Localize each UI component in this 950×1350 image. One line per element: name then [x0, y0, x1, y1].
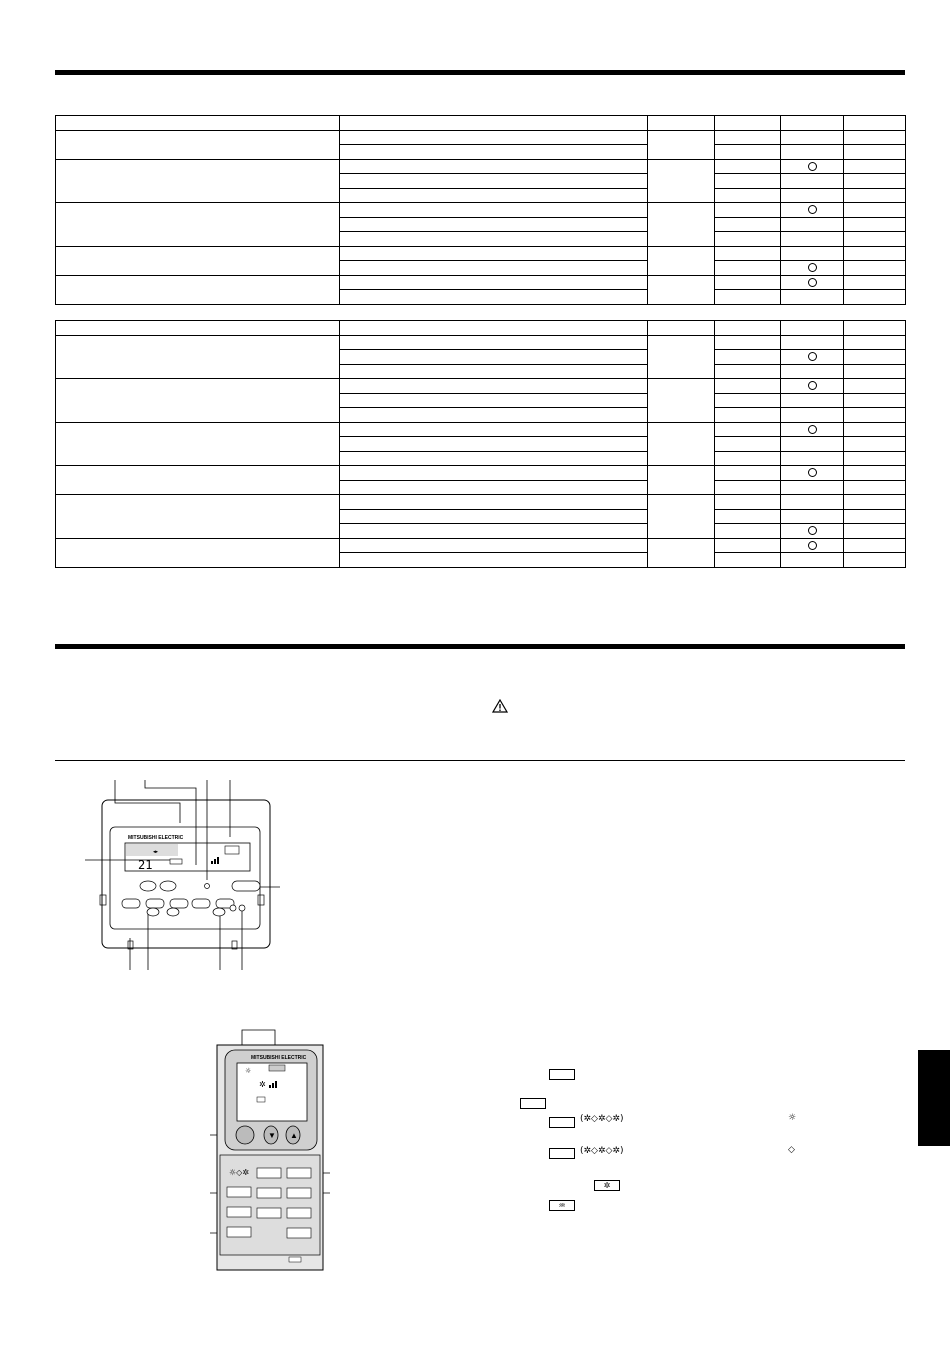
svg-text:▲: ▲: [290, 1131, 298, 1140]
setting-cell: [340, 437, 648, 452]
setting-cell: [340, 217, 648, 232]
table-row: [56, 335, 906, 350]
instruction-button-4: [549, 1148, 575, 1159]
setting-no-cell: [715, 379, 781, 394]
setting-cell: [340, 188, 648, 203]
setting-cell: [340, 538, 648, 553]
setting-no-cell: [715, 261, 781, 276]
initial-setting-circle-icon: [808, 263, 817, 272]
check-cell: [844, 261, 906, 276]
initial-setting-circle-icon: [808, 352, 817, 361]
display-digits: 21: [138, 858, 153, 872]
header-cell: [844, 116, 906, 131]
check-cell: [844, 553, 906, 568]
setting-no-cell: [715, 524, 781, 539]
initial-setting-cell: [781, 422, 844, 437]
sun-icon: ☼: [245, 1067, 252, 1075]
check-cell: [844, 480, 906, 495]
setting-cell: [340, 335, 648, 350]
table-row: [56, 159, 906, 174]
check-cell: [844, 130, 906, 145]
mode-no-cell: [648, 130, 715, 159]
initial-setting-cell: [781, 408, 844, 423]
initial-setting-circle-icon: [808, 425, 817, 434]
initial-setting-cell: [781, 524, 844, 539]
setting-cell: [340, 246, 648, 261]
initial-setting-circle-icon: [808, 278, 817, 287]
settings-table-1: [55, 115, 906, 305]
initial-setting-circle-icon: [808, 205, 817, 214]
check-cell: [844, 364, 906, 379]
setting-no-cell: [715, 393, 781, 408]
function-cell: [56, 246, 340, 275]
table-row: [56, 275, 906, 290]
initial-setting-circle-icon: [808, 162, 817, 171]
setting-cell: [340, 350, 648, 365]
svg-text:▼: ▼: [268, 1131, 276, 1140]
wired-remote-diagram: [80, 775, 295, 975]
initial-setting-cell: [781, 379, 844, 394]
initial-setting-cell: [781, 145, 844, 160]
initial-setting-circle-icon: [808, 468, 817, 477]
initial-setting-circle-icon: [808, 541, 817, 550]
setting-no-cell: [715, 145, 781, 160]
function-cell: [56, 130, 340, 159]
setting-no-cell: [715, 437, 781, 452]
initial-setting-cell: [781, 350, 844, 365]
fan-icon: ✲: [259, 1080, 266, 1089]
setting-cell: [340, 232, 648, 247]
setting-cell: [340, 275, 648, 290]
fan-speed-button: ✲: [594, 1180, 620, 1191]
wireless-remote-brand: MITSUBISHI ELECTRIC: [251, 1055, 307, 1061]
setting-no-cell: [715, 364, 781, 379]
setting-no-cell: [715, 188, 781, 203]
initial-setting-cell: [781, 509, 844, 524]
initial-setting-cell: [781, 393, 844, 408]
setting-no-cell: [715, 246, 781, 261]
initial-setting-cell: [781, 335, 844, 350]
mode-sequence-2: (✲◇✲◇✲): [580, 1146, 624, 1156]
mode-no-cell: [648, 246, 715, 275]
function-cell: [56, 275, 340, 304]
check-cell: [844, 509, 906, 524]
setting-no-cell: [715, 480, 781, 495]
header-cell: [648, 116, 715, 131]
svg-text:☼◇✲: ☼◇✲: [229, 1168, 250, 1177]
table-row: [56, 466, 906, 481]
function-cell: [56, 538, 340, 567]
function-cell: [56, 159, 340, 203]
setting-no-cell: [715, 174, 781, 189]
setting-cell: [340, 130, 648, 145]
header-cell: [340, 321, 648, 336]
setting-cell: [340, 364, 648, 379]
warning-triangle-icon: [492, 699, 508, 713]
side-tab: [918, 1050, 950, 1146]
check-cell: [844, 174, 906, 189]
check-cell: [844, 379, 906, 394]
header-cell: [648, 321, 715, 336]
table-row: [56, 495, 906, 510]
drop-icon: ◇: [788, 1145, 795, 1155]
check-cell: [844, 188, 906, 203]
initial-setting-cell: [781, 203, 844, 218]
initial-setting-cell: [781, 364, 844, 379]
function-cell: [56, 495, 340, 539]
initial-setting-circle-icon: [808, 381, 817, 390]
check-cell: [844, 275, 906, 290]
setting-cell: [340, 451, 648, 466]
initial-setting-cell: [781, 217, 844, 232]
initial-setting-cell: [781, 246, 844, 261]
header-cell: [844, 321, 906, 336]
initial-setting-cell: [781, 538, 844, 553]
setting-cell: [340, 261, 648, 276]
setting-cell: [340, 408, 648, 423]
check-cell: [844, 422, 906, 437]
check-cell: [844, 217, 906, 232]
initial-setting-cell: [781, 174, 844, 189]
check-cell: [844, 408, 906, 423]
check-cell: [844, 350, 906, 365]
section1-rule: [55, 70, 905, 75]
function-cell: [56, 466, 340, 495]
initial-setting-cell: [781, 495, 844, 510]
initial-setting-cell: [781, 437, 844, 452]
mode-no-cell: [648, 495, 715, 539]
table-row: [56, 379, 906, 394]
check-cell: [844, 290, 906, 305]
setting-no-cell: [715, 217, 781, 232]
setting-no-cell: [715, 290, 781, 305]
check-cell: [844, 246, 906, 261]
check-cell: [844, 466, 906, 481]
initial-setting-cell: [781, 188, 844, 203]
section-divider: [55, 760, 905, 761]
table-row: [56, 538, 906, 553]
check-cell: [844, 145, 906, 160]
mode-sequence-1: (✲◇✲◇✲): [580, 1114, 624, 1124]
setting-cell: [340, 379, 648, 394]
mode-no-cell: [648, 379, 715, 423]
setting-no-cell: [715, 335, 781, 350]
initial-setting-cell: [781, 261, 844, 276]
initial-setting-cell: [781, 466, 844, 481]
vane-button: ♒: [549, 1200, 575, 1211]
initial-setting-cell: [781, 451, 844, 466]
setting-cell: [340, 495, 648, 510]
setting-no-cell: [715, 130, 781, 145]
check-cell: [844, 203, 906, 218]
initial-setting-cell: [781, 290, 844, 305]
setting-no-cell: [715, 509, 781, 524]
check-cell: [844, 393, 906, 408]
setting-no-cell: [715, 275, 781, 290]
mode-no-cell: [648, 203, 715, 247]
header-cell: [715, 116, 781, 131]
initial-setting-cell: [781, 275, 844, 290]
mode-no-cell: [648, 538, 715, 567]
setting-cell: [340, 393, 648, 408]
settings-table-2: [55, 320, 906, 568]
setting-no-cell: [715, 159, 781, 174]
setting-cell: [340, 159, 648, 174]
table-header-row: [56, 116, 906, 131]
check-cell: [844, 159, 906, 174]
header-cell: [715, 321, 781, 336]
instruction-button-3: [549, 1117, 575, 1128]
setting-no-cell: [715, 408, 781, 423]
function-cell: [56, 335, 340, 379]
setting-cell: [340, 524, 648, 539]
setting-no-cell: [715, 350, 781, 365]
mode-no-cell: [648, 159, 715, 203]
check-cell: [844, 538, 906, 553]
initial-setting-cell: [781, 232, 844, 247]
check-cell: [844, 524, 906, 539]
setting-no-cell: [715, 553, 781, 568]
instruction-button-1: [549, 1069, 575, 1080]
setting-cell: [340, 203, 648, 218]
instruction-button-2: [520, 1098, 546, 1109]
function-cell: [56, 379, 340, 423]
setting-no-cell: [715, 203, 781, 218]
setting-no-cell: [715, 538, 781, 553]
table-row: [56, 203, 906, 218]
initial-setting-cell: [781, 480, 844, 495]
setting-cell: [340, 174, 648, 189]
setting-cell: [340, 290, 648, 305]
check-cell: [844, 495, 906, 510]
check-cell: [844, 437, 906, 452]
section2-rule: [55, 644, 905, 649]
setting-cell: [340, 466, 648, 481]
setting-no-cell: [715, 466, 781, 481]
setting-cell: [340, 553, 648, 568]
header-cell: [56, 116, 340, 131]
setting-cell: [340, 422, 648, 437]
mode-no-cell: [648, 422, 715, 466]
check-cell: [844, 335, 906, 350]
check-cell: [844, 232, 906, 247]
mode-no-cell: [648, 466, 715, 495]
function-cell: [56, 203, 340, 247]
header-cell: [781, 321, 844, 336]
function-cell: [56, 422, 340, 466]
initial-setting-circle-icon: [808, 526, 817, 535]
setting-cell: [340, 145, 648, 160]
table-row: [56, 130, 906, 145]
check-cell: [844, 451, 906, 466]
setting-cell: [340, 509, 648, 524]
setting-no-cell: [715, 422, 781, 437]
setting-no-cell: [715, 232, 781, 247]
header-cell: [340, 116, 648, 131]
setting-no-cell: [715, 451, 781, 466]
wired-remote-brand: MITSUBISHI ELECTRIC: [128, 835, 184, 841]
sun-icon: ☼: [788, 1113, 797, 1123]
header-cell: [781, 116, 844, 131]
initial-setting-cell: [781, 130, 844, 145]
mode-no-cell: [648, 275, 715, 304]
header-cell: [56, 321, 340, 336]
initial-setting-cell: [781, 159, 844, 174]
setting-no-cell: [715, 495, 781, 510]
table-row: [56, 422, 906, 437]
initial-setting-cell: [781, 553, 844, 568]
table-row: [56, 246, 906, 261]
setting-cell: [340, 480, 648, 495]
svg-text:◂▸: ◂▸: [153, 849, 159, 855]
wireless-remote-diagram: [205, 1025, 335, 1275]
mode-no-cell: [648, 335, 715, 379]
table-header-row: [56, 321, 906, 336]
